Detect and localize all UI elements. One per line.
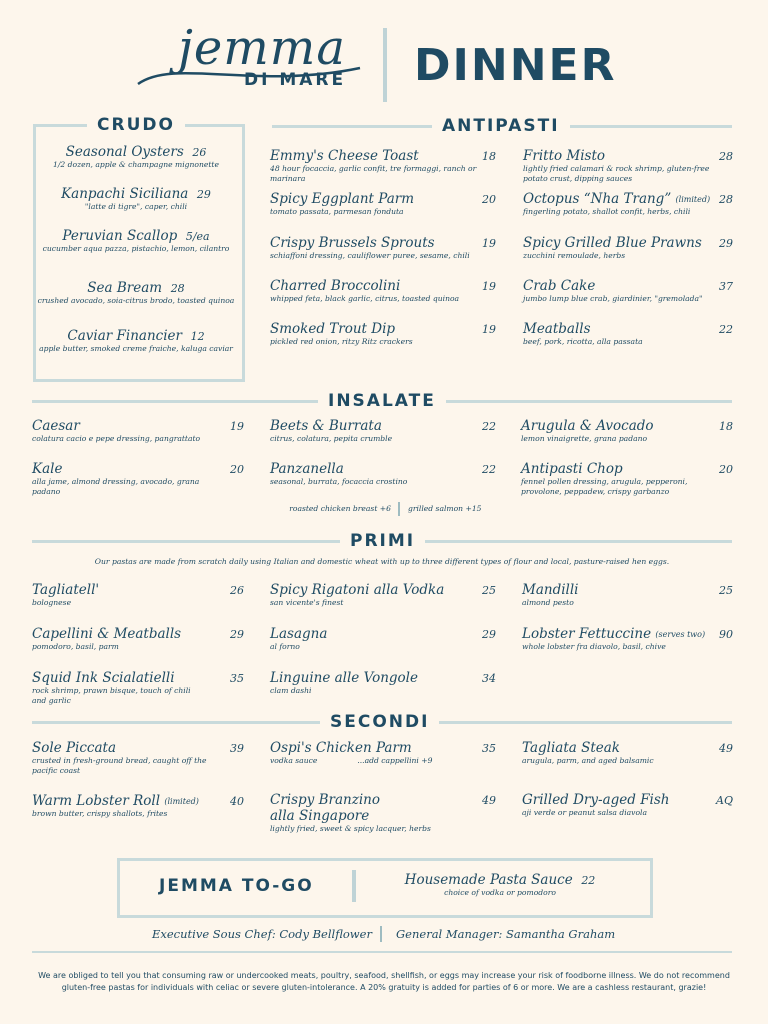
item-price: 26	[230, 584, 244, 597]
togo-item	[380, 872, 620, 898]
menu-item	[32, 740, 244, 793]
item-desc: lemon vinaigrette, grana padano	[521, 434, 648, 443]
item-name: Spicy Eggplant Parm	[270, 191, 415, 207]
item-name: Smoked Trout Dip	[270, 321, 396, 337]
item-extra: ...add cappellini +9	[357, 756, 433, 765]
item-desc: pomodoro, basil, parm	[32, 642, 119, 651]
item-desc: colatura cacio e pepe dressing, pangrattato	[32, 434, 201, 443]
item-price: 19	[230, 420, 244, 433]
logo-subtitle: DI MARE	[244, 70, 347, 90]
menu-item	[522, 792, 733, 832]
menu-item	[270, 191, 496, 235]
item-name: Lasagna	[270, 626, 328, 642]
item-name: Crispy Brussels Sprouts	[270, 235, 435, 251]
item-desc: zucchini remoulade, herbs	[523, 251, 626, 260]
menu-item	[521, 461, 733, 501]
antipasti-section-title: ANTIPASTI	[432, 116, 570, 136]
item-name: Crispy Branzino	[270, 792, 380, 808]
item-note: (serves two)	[655, 630, 706, 639]
togo-item-price: 22	[581, 874, 596, 887]
primi-column-2	[270, 582, 496, 710]
item-price: 22	[482, 463, 496, 476]
primi-intro: Our pastas are made from scratch daily using Italian and domestic wheat with up to three different types of flour and local, pasture-raised hen eggs.	[94, 557, 670, 566]
executive-chef: Executive Sous Chef: Cody Bellflower	[152, 927, 372, 941]
item-price: 29	[719, 237, 733, 250]
crudo-item-desc: apple butter, smoked creme fraiche, kaluga caviar	[39, 344, 233, 353]
menu-item	[270, 626, 496, 670]
addon-salmon: grilled salmon +15	[408, 504, 482, 513]
menu-item	[270, 278, 496, 321]
disclaimer: We are obliged to tell you that consuming raw or undercooked meats, poultry, seafood, shellfish, or eggs may increase your risk of foodborne illness. We do not recommend gluten-free pastas for individuals with celiac or severe gluten-intolerance. A 20% gratuity is added for parties of 6 or more. We are a cashless restaurant, grazie!	[38, 971, 730, 992]
item-name: Arugula & Avocado	[521, 418, 654, 434]
item-name: Squid Ink Scialatielli	[32, 670, 175, 686]
staff-divider	[380, 926, 382, 942]
menu-item	[270, 740, 496, 792]
crudo-list	[31, 144, 241, 372]
crudo-item-price: 29	[196, 188, 211, 201]
item-name: Octopus “Nha Trang”	[523, 191, 672, 207]
item-desc: san vicente's finest	[270, 598, 344, 607]
item-desc: lightly fried, sweet & spicy lacquer, herbs	[270, 824, 431, 833]
primi-column-1	[32, 582, 244, 710]
item-price: 18	[482, 150, 496, 163]
item-price: 28	[719, 193, 733, 206]
togo-title: JEMMA TO-GO	[159, 876, 314, 896]
item-name: Tagliatell'	[32, 582, 100, 598]
item-price: 29	[482, 628, 496, 641]
crudo-section-title: CRUDO	[87, 115, 185, 135]
item-price: 28	[719, 150, 733, 163]
item-price: 20	[230, 463, 244, 476]
item-price: 90	[719, 628, 733, 641]
item-name: Linguine alle Vongole	[270, 670, 418, 686]
menu-item	[270, 148, 496, 191]
item-price: 37	[719, 280, 733, 293]
antipasti-left-column	[270, 148, 496, 357]
menu-item	[523, 278, 733, 321]
menu-item	[522, 740, 733, 792]
menu-item	[270, 461, 496, 501]
item-name: Emmy's Cheese Toast	[270, 148, 419, 164]
menu-item	[270, 670, 496, 710]
insalate-column-1	[32, 418, 244, 501]
crudo-item-price: 26	[192, 146, 207, 159]
item-price: 29	[230, 628, 244, 641]
menu-item	[270, 235, 496, 278]
item-name: Spicy Rigatoni alla Vodka	[270, 582, 445, 598]
item-desc: seasonal, burrata, focaccia crostino	[270, 477, 408, 486]
menu-item	[270, 321, 496, 357]
item-name: Caesar	[32, 418, 80, 434]
item-note: (limited)	[675, 195, 711, 204]
item-price: 25	[719, 584, 733, 597]
header-divider	[383, 28, 387, 102]
item-desc: crusted in fresh-ground bread, caught off the pacific coast	[32, 756, 207, 775]
item-price: 40	[230, 795, 244, 808]
crudo-item-name: Seasonal Oysters	[65, 144, 184, 160]
menu-item	[32, 670, 244, 710]
menu-item	[32, 461, 244, 501]
togo-divider	[352, 870, 356, 902]
item-desc: whole lobster fra diavolo, basil, chive	[522, 642, 666, 651]
menu-item	[32, 582, 244, 626]
menu-item	[523, 191, 733, 235]
crudo-item-price: 5/ea	[185, 230, 210, 243]
menu-item	[521, 418, 733, 461]
item-price: 19	[482, 280, 496, 293]
crudo-item	[31, 328, 241, 372]
item-desc: bolognese	[32, 598, 72, 607]
menu-item	[32, 418, 244, 461]
item-price: 22	[719, 323, 733, 336]
item-price: 22	[482, 420, 496, 433]
item-price: 19	[482, 323, 496, 336]
item-desc: beef, pork, ricotta, alla passata	[523, 337, 643, 346]
insalate-column-3	[521, 418, 733, 501]
item-name: Spicy Grilled Blue Prawns	[523, 235, 702, 251]
item-price: 49	[482, 794, 496, 807]
logo-wordmark: jemma	[178, 20, 346, 76]
item-desc: 48 hour focaccia, garlic confit, tre formaggi, ranch or marinara	[270, 164, 477, 183]
item-name: Kale	[32, 461, 63, 477]
item-name: Crab Cake	[523, 278, 596, 294]
insalate-column-2	[270, 418, 496, 501]
item-desc: vodka sauce	[270, 756, 318, 765]
item-name: Grilled Dry-aged Fish	[522, 792, 670, 808]
primi-section-title: PRIMI	[340, 531, 425, 551]
item-desc: schiaffoni dressing, cauliflower puree, sesame, chili	[270, 251, 470, 260]
insalate-section-title: INSALATE	[318, 391, 446, 411]
item-desc: pickled red onion, ritzy Ritz crackers	[270, 337, 413, 346]
crudo-item-price: 12	[190, 330, 205, 343]
item-desc: citrus, colatura, pepita crumble	[270, 434, 393, 443]
menu-item	[522, 626, 733, 670]
crudo-item-desc: "latte di tigre", caper, chili	[84, 202, 188, 211]
item-price: 20	[719, 463, 733, 476]
item-name: Charred Broccolini	[270, 278, 401, 294]
crudo-item	[31, 144, 241, 186]
item-name: Fritto Misto	[523, 148, 606, 164]
menu-item	[523, 148, 733, 191]
item-desc: whipped feta, black garlic, citrus, toasted quinoa	[270, 294, 460, 303]
crudo-item	[31, 186, 241, 228]
item-name: Ospi's Chicken Parm	[270, 740, 412, 756]
item-name: Antipasti Chop	[521, 461, 623, 477]
menu-item	[523, 321, 733, 357]
secondi-column-2	[270, 740, 496, 842]
menu-item	[32, 626, 244, 670]
item-desc: aji verde or peanut salsa diavola	[522, 808, 647, 817]
item-price: 35	[230, 672, 244, 685]
item-price: 35	[482, 742, 496, 755]
crudo-item-name: Sea Bream	[87, 280, 163, 296]
crudo-item-price: 28	[170, 282, 185, 295]
antipasti-right-column	[523, 148, 733, 357]
general-manager: General Manager: Samantha Graham	[396, 927, 616, 941]
item-desc: fingerling potato, shallot confit, herbs, chili	[523, 207, 691, 216]
menu-title: DINNER	[414, 40, 617, 91]
item-name: Sole Piccata	[32, 740, 117, 756]
item-name: Capellini & Meatballs	[32, 626, 182, 642]
item-name: Beets & Burrata	[270, 418, 382, 434]
crudo-item	[31, 228, 241, 280]
item-price: AQ	[716, 794, 733, 807]
item-name: Tagliata Steak	[522, 740, 620, 756]
item-name: Meatballs	[523, 321, 591, 337]
item-price: 39	[230, 742, 244, 755]
item-price: 20	[482, 193, 496, 206]
addon-divider	[398, 502, 400, 516]
crudo-item	[31, 280, 241, 328]
secondi-column-1	[32, 740, 244, 833]
item-desc: lightly fried calamari & rock shrimp, gluten-free potato crust, dipping sauces	[523, 164, 710, 183]
footer-rule	[32, 951, 732, 953]
crudo-item-name: Caviar Financier	[67, 328, 182, 344]
menu-item	[270, 792, 496, 842]
primi-column-3	[522, 582, 733, 670]
menu-item	[523, 235, 733, 278]
crudo-item-desc: cucumber aqua pazza, pistachio, lemon, cilantro	[42, 244, 230, 253]
item-desc: al forno	[270, 642, 300, 651]
item-price: 18	[719, 420, 733, 433]
item-note: (limited)	[164, 797, 199, 806]
item-desc: brown butter, crispy shallots, frites	[32, 809, 168, 818]
item-name-line2: alla Singapore	[270, 808, 370, 824]
togo-item-name: Housemade Pasta Sauce	[404, 872, 573, 888]
item-desc: alla jame, almond dressing, avocado, grana padano	[32, 477, 200, 496]
item-desc: almond pesto	[522, 598, 574, 607]
item-desc: fennel pollen dressing, arugula, pepperoni, provolone, peppadew, crispy garbanzo	[521, 477, 688, 496]
item-name: Panzanella	[270, 461, 344, 477]
menu-item	[270, 418, 496, 461]
item-price: 49	[719, 742, 733, 755]
item-desc: jumbo lump blue crab, giardinier, "gremolada"	[523, 294, 703, 303]
secondi-section-title: SECONDI	[320, 712, 439, 732]
crudo-item-name: Kanpachi Siciliana	[61, 186, 189, 202]
item-price: 19	[482, 237, 496, 250]
item-desc: arugula, parm, and aged balsamic	[522, 756, 654, 765]
item-price: 25	[482, 584, 496, 597]
togo-item-desc: choice of vodka or pomodoro	[444, 888, 556, 897]
menu-item	[522, 582, 733, 626]
item-price: 34	[482, 672, 496, 685]
item-desc: tomato passata, parmesan fonduta	[270, 207, 404, 216]
secondi-column-3	[522, 740, 733, 832]
crudo-item-name: Peruvian Scallop	[62, 228, 178, 244]
crudo-item-desc: 1/2 dozen, apple & champagne mignonette	[53, 160, 219, 169]
addon-chicken: roasted chicken breast +6	[289, 504, 391, 513]
crudo-item-desc: crushed avocado, soia-citrus brodo, toasted quinoa	[37, 296, 235, 305]
menu-item	[270, 582, 496, 626]
item-desc: clam dashi	[270, 686, 312, 695]
item-name: Warm Lobster Roll	[32, 793, 161, 809]
item-desc: rock shrimp, prawn bisque, touch of chili and garlic	[32, 686, 191, 705]
item-name: Lobster Fettuccine	[522, 626, 652, 642]
menu-item	[32, 793, 244, 833]
item-name: Mandilli	[522, 582, 579, 598]
